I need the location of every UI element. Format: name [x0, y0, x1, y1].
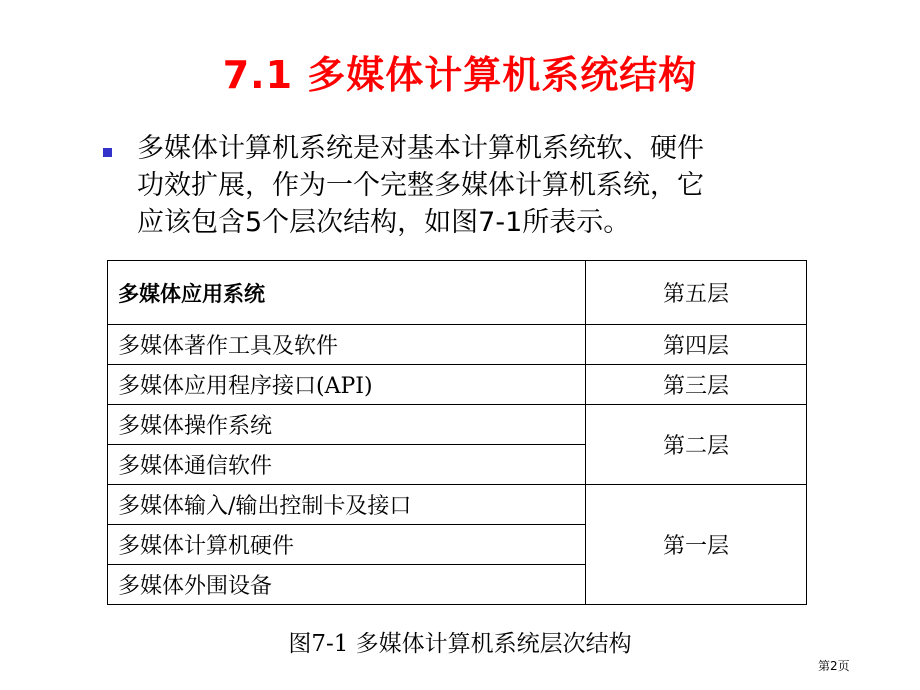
layer-cell: 第四层 [586, 325, 807, 365]
bullet-square-icon [103, 148, 112, 157]
component-cell: 多媒体著作工具及软件 [108, 325, 586, 365]
layer-cell: 第二层 [586, 405, 807, 485]
page-number: 第2页 [818, 659, 850, 673]
intro-line: 功效扩展，作为一个完整多媒体计算机系统，它 [137, 170, 704, 201]
table-row [108, 485, 807, 525]
component-cell: 多媒体通信软件 [108, 445, 586, 485]
intro-paragraph [137, 130, 797, 241]
table-row [108, 325, 807, 365]
component-cell: 多媒体输入/输出控制卡及接口 [108, 485, 586, 525]
component-cell: 多媒体应用程序接口(API) [108, 365, 586, 405]
layer-structure-table [107, 260, 807, 605]
figure-caption: 图7-1 多媒体计算机系统层次结构 [288, 631, 632, 657]
component-cell: 多媒体计算机硬件 [108, 525, 586, 565]
component-cell: 多媒体应用系统 [108, 261, 586, 325]
table-row [108, 365, 807, 405]
component-cell: 多媒体操作系统 [108, 405, 586, 445]
table-row [108, 261, 807, 325]
layer-cell: 第三层 [586, 365, 807, 405]
slide-title: 7.1 多媒体计算机系统结构 [222, 53, 698, 97]
intro-line: 多媒体计算机系统是对基本计算机系统软、硬件 [137, 133, 704, 164]
table-row [108, 405, 807, 445]
intro-line: 应该包含5个层次结构，如图7-1所表示。 [137, 207, 631, 238]
layer-cell: 第五层 [586, 261, 807, 325]
component-cell: 多媒体外围设备 [108, 565, 586, 605]
layer-cell: 第一层 [586, 485, 807, 605]
